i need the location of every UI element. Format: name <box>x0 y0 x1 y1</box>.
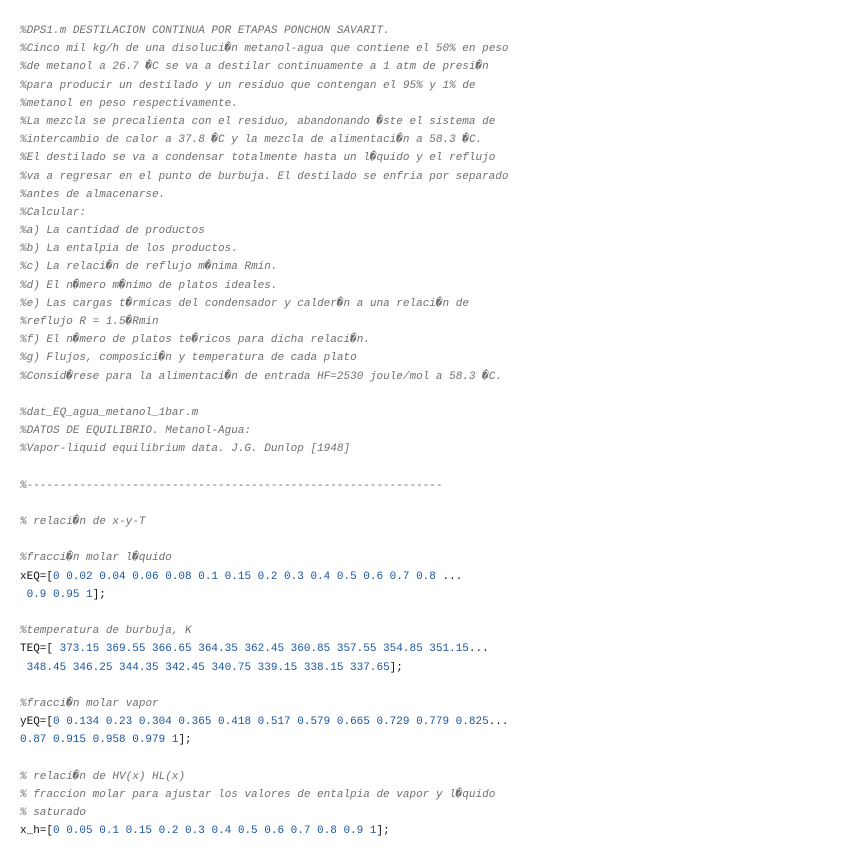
numeric-literals: 0 0.05 0.1 0.15 0.2 0.3 0.4 0.5 0.6 0.7 0.8 0.9 1 <box>53 825 377 838</box>
code-statement-line <box>20 713 509 731</box>
code-prefix: xEQ=[ <box>20 570 54 583</box>
numeric-literals: 0 0.02 0.04 0.06 0.08 0.1 0.15 0.2 0.3 0.4 0.5 0.6 0.7 0.8 <box>53 570 436 583</box>
blank-line <box>20 459 509 477</box>
comment-line: %Consid�rese para la alimentaci�n de entrada HF=2530 joule/mol a 58.3 �C. <box>20 370 502 383</box>
code-prefix <box>20 662 27 674</box>
comment-line: %La mezcla se precalienta con el residuo, abandonando �ste el sistema de <box>20 115 496 128</box>
code-statement-line <box>20 731 509 749</box>
comment-line: %f) El n�mero de platos te�ricos para dicha relaci�n. <box>20 334 370 347</box>
comment-line: % relaci�n de x-y-T <box>20 516 146 529</box>
numeric-literals: 0.87 0.915 0.958 0.979 1 <box>20 734 179 747</box>
blank-line <box>20 677 509 695</box>
blank-line <box>20 604 509 622</box>
code-statement-line <box>20 586 509 604</box>
comment-line: %a) La cantidad de productos <box>20 225 205 238</box>
numeric-literals: 373.15 369.55 366.65 364.35 362.45 360.85 357.55 354.85 351.15 <box>59 643 469 656</box>
code-prefix <box>20 589 27 601</box>
comment-line: %b) La entalpia de los productos. <box>20 243 238 256</box>
code-suffix: ]; <box>389 661 403 674</box>
numeric-literals: 0 0.134 0.23 0.304 0.365 0.418 0.517 0.579 0.665 0.729 0.779 0.825 <box>53 716 489 729</box>
comment-line: %va a regresar en el punto de burbuja. El destilado se enfria por separado <box>20 170 509 183</box>
comment-line: % fraccion molar para ajustar los valores de entalpia de vapor y l�quido <box>20 788 496 801</box>
comment-line: %metanol en peso respectivamente. <box>20 97 238 110</box>
blank-line <box>20 531 509 549</box>
code-statement-line <box>20 568 509 586</box>
comment-line: %fracci�n molar vapor <box>20 697 159 710</box>
comment-line: %--------------------------------------------------------------- <box>20 479 443 492</box>
numeric-literals: 0.9 0.95 1 <box>26 588 93 601</box>
comment-line: %DPS1.m DESTILACION CONTINUA POR ETAPAS PONCHON SAVARIT. <box>20 25 390 37</box>
code-suffix: ]; <box>376 825 390 838</box>
code-editor[interactable] <box>20 22 509 840</box>
comment-line: %intercambio de calor a 37.8 �C y la mezcla de alimentaci�n a 58.3 �C. <box>20 134 483 147</box>
comment-line: %fracci�n molar l�quido <box>20 552 172 565</box>
comment-line: %para producir un destilado y un residuo que contengan el 95% y 1% de <box>20 79 476 92</box>
comment-line: %e) Las cargas t�rmicas del condensador y calder�n a una relaci�n de <box>20 297 469 310</box>
code-prefix: x_h=[ <box>20 825 54 838</box>
code-suffix: ]; <box>92 588 106 601</box>
comment-line: %Vapor-liquid equilibrium data. J.G. Dunlop [1948] <box>20 443 351 456</box>
comment-line: %g) Flujos, composici�n y temperatura de cada plato <box>20 352 357 365</box>
comment-line: % saturado <box>20 807 87 820</box>
comment-line: %Cinco mil kg/h de una disoluci�n metanol-agua que contiene el 50% en peso <box>20 43 509 56</box>
comment-line: %d) El n�mero m�nimo de platos ideales. <box>20 279 278 292</box>
comment-line: %DATOS DE EQUILIBRIO. Metanol-Agua: <box>20 425 252 438</box>
code-statement-line <box>20 822 509 840</box>
comment-line: %temperatura de burbuja, K <box>20 625 192 638</box>
code-suffix: ... <box>488 716 509 729</box>
comment-line: %de metanol a 26.7 �C se va a destilar continuamente a 1 atm de presi�n <box>20 61 489 74</box>
comment-line: %reflujo R = 1.5�Rmin <box>20 316 159 328</box>
comment-line: %El destilado se va a condensar totalmente hasta un l�quido y el reflujo <box>20 152 496 165</box>
blank-line <box>20 386 509 404</box>
numeric-literals: 348.45 346.25 344.35 342.45 340.75 339.15 338.15 337.65 <box>26 661 390 674</box>
code-prefix: TEQ=[ <box>20 643 60 656</box>
blank-line <box>20 750 509 768</box>
code-suffix: ]; <box>178 734 192 747</box>
comment-line: %c) La relaci�n de reflujo m�nima Rmin. <box>20 261 278 274</box>
code-statement-line <box>20 659 509 677</box>
code-suffix: ... <box>435 570 463 583</box>
code-statement-line <box>20 640 509 658</box>
comment-line: % relaci�n de HV(x) HL(x) <box>20 770 186 783</box>
comment-line: %Calcular: <box>20 206 87 219</box>
code-suffix: ... <box>468 643 489 656</box>
blank-line <box>20 495 509 513</box>
comment-line: %antes de almacenarse. <box>20 188 166 201</box>
comment-line: %dat_EQ_agua_metanol_1bar.m <box>20 406 199 419</box>
code-prefix: yEQ=[ <box>20 716 54 729</box>
